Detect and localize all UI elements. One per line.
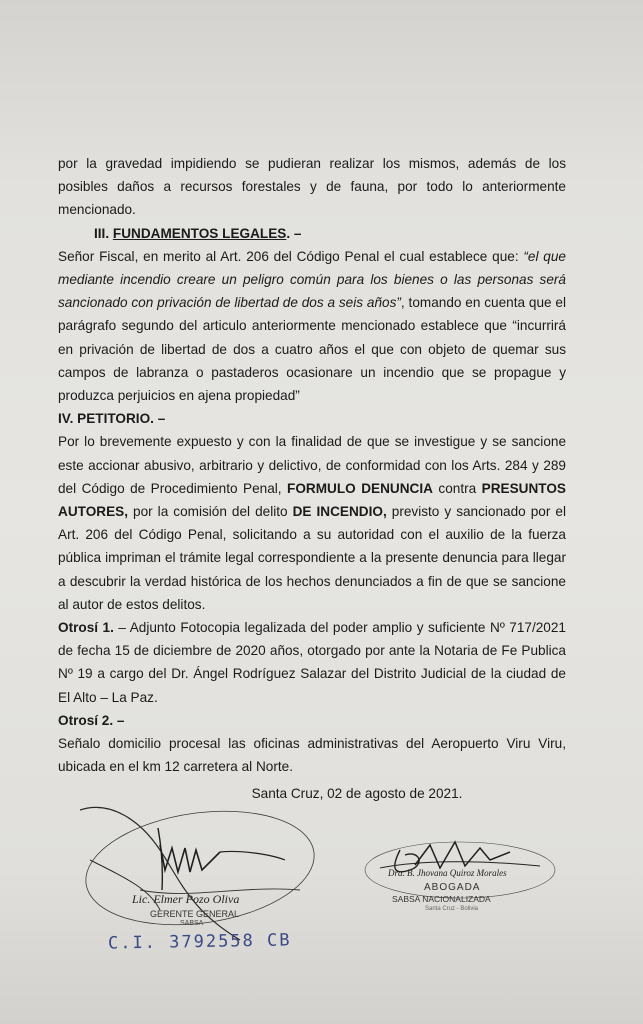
handwritten-id-number: C.I. 3792558 CB xyxy=(107,930,292,954)
fundamentos-quote: “el que mediante incendio creare un peligro común para los bienes o las personas será sancionado con privación de libertad de dos a seis años” xyxy=(58,248,566,311)
paragraph-intro xyxy=(58,152,566,222)
paragraph-petitorio xyxy=(58,430,566,616)
fundamentos-text-a: Señor Fiscal, en merito al Art. 206 del Código Penal el cual establece que: xyxy=(58,248,524,264)
otrosi-2-text: Señalo domicilio procesal las oficinas administrativas del Aeropuerto Viru Viru, ubicada en el km 12 carretera al Norte. xyxy=(58,736,566,775)
signature-right-location: Santa Cruz - Bolivia xyxy=(425,906,479,912)
petitorio-bold-autores: PRESUNTOS AUTORES, xyxy=(58,480,566,520)
petitorio-text-e: por la comisión del delito xyxy=(128,504,293,520)
signature-right-org: SABSA NACIONALIZADA xyxy=(392,894,491,904)
heading-number: III. xyxy=(94,225,113,241)
signature-right-name: Dra. B. Jhovana Quiroz Morales xyxy=(388,868,507,878)
signature-right-role: ABOGADA xyxy=(424,882,481,893)
heading-otrosi-2: Otrosí 2. – xyxy=(58,712,125,728)
fundamentos-text-c: , tomando en cuenta que el parágrafo segundo del articulo anteriormente mencionado establece que “incurrirá en privación de libertad de dos a cuatro años el que con objeto de quemar sus campos de labranza o pastaderos ocasionare un incendio que se propague y produzca perjuicios en ajena propiedad” xyxy=(58,295,567,404)
paragraph-otrosi-2 xyxy=(58,732,566,778)
petitorio-text-g: previsto y sancionado por el Art. 206 del Código Penal, solicitando a su autoridad con el auxilio de la fuerza pública impriman el trámite legal correspondiente a la presente denuncia para llegar a descubrir la verdad histórica de los hechos denunciados a fin de que se sancione al autor de estos delitos. xyxy=(58,504,566,612)
otrosi-1-label: Otrosí 1. xyxy=(58,620,114,636)
petitorio-bold-denuncia: FORMULO DENUNCIA xyxy=(287,480,433,496)
petitorio-text-a: Por lo brevemente expuesto y con la finalidad de que se investigue y se sancione este accionar abusivo, arbitrario y delictivo, de conformidad con los Arts. 284 y 289 del Código de Procedimiento Penal, xyxy=(58,434,566,496)
heading-fundamentos xyxy=(58,222,566,245)
petitorio-text-c: contra xyxy=(432,480,482,496)
paragraph-intro-text: por la gravedad impidiendo se pudieran realizar los mismos, además de los posibles daños a recursos forestales y de fauna, por todo lo anteriormente mencionado. xyxy=(58,156,566,218)
signature-right-scribble xyxy=(360,830,560,930)
heading-suffix: . – xyxy=(286,225,302,241)
heading-petitorio: IV. PETITORIO. – xyxy=(58,411,166,427)
otrosi-1-text: – Adjunto Fotocopia legalizada del poder amplio y suficiente Nº 717/2021 de fecha 15 de diciembre de 2020 años, otorgado por ante la Notaria de Fe Publica Nº 19 a cargo del Dr. Ángel Rodríguez Salazar del Distrito Judicial de la ciudad de El Alto – La Paz. xyxy=(58,620,566,705)
petitorio-bold-incendio: DE INCENDIO, xyxy=(292,504,387,520)
heading-title: FUNDAMENTOS LEGALES xyxy=(112,225,287,241)
closing-date: Santa Cruz, 02 de agosto de 2021. xyxy=(251,786,463,802)
signature-left-name: Lic. Elmer Pozo Oliva xyxy=(132,892,240,906)
paragraph-otrosi-1 xyxy=(58,616,566,709)
signature-left-role: GERENTE GENERAL xyxy=(150,909,240,919)
signature-left-org: SABSA xyxy=(180,920,204,927)
paragraph-fundamentos xyxy=(58,245,566,407)
document-body xyxy=(58,152,566,806)
